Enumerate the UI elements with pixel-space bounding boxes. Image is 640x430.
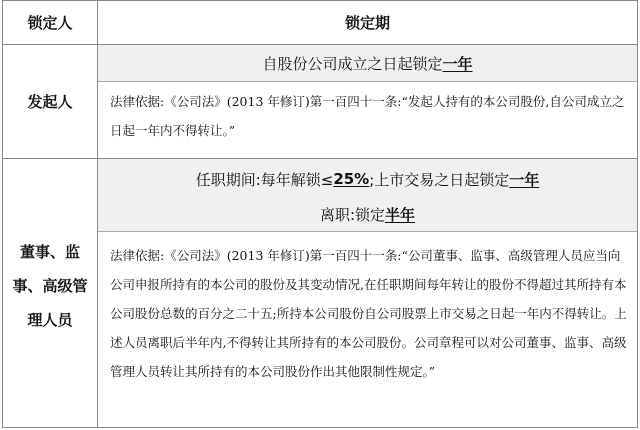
founder-lock-period: 一年 — [442, 54, 473, 73]
lead-divider-1 — [98, 81, 637, 82]
role-directors — [3, 235, 97, 345]
lead2-text: 离职:锁定 — [319, 205, 386, 224]
role-founder: 发起人 — [27, 93, 73, 111]
role-line-3: 理人员 — [27, 311, 73, 329]
header-lock-period: 锁定期 — [344, 14, 390, 32]
lead-line-1 — [98, 159, 637, 199]
role-line-1: 董事、监 — [19, 243, 80, 261]
founder-lock-text: 自股份公司成立之日起锁定 — [262, 54, 443, 73]
lead1-percent: 25% — [333, 170, 370, 188]
role-line-2: 事、高级管 — [12, 277, 88, 295]
lead2-period: 半年 — [385, 205, 416, 224]
directors-lock-summary — [98, 159, 637, 231]
directors-legal-basis: 法律依据:《公司法》(2013 年修订)第一百四十一条:“公司董事、监事、高级管理人员应当向公司申报所持有的本公司的股份及其变动情况,在任职期间每年转让的股份不得超过其所持有本公司股份总数的百分之二十五;所持本公司股份自公司股票上市交易之日起一年内不得转让。上述人员离职后半年内,不得转让其所持有的本公司股份。公司章程可以对公司董事、监事、高级管理人员转让其所持有的本公司股份作出其他限制性规定。” — [110, 248, 627, 379]
lead1-period: 一年 — [509, 170, 540, 189]
lead1-text: 任职期间:每年解锁≤ — [195, 170, 334, 189]
lead-line-2 — [98, 199, 637, 229]
founder-legal-basis: 法律依据:《公司法》(2013 年修订)第一百四十一条:“发起人持有的本公司股份,自公司成立之日起一年内不得转让。” — [110, 94, 625, 138]
header-locker: 锁定人 — [27, 14, 73, 32]
lead-divider-2 — [98, 231, 637, 232]
founder-lock-summary — [98, 45, 637, 81]
lockup-table — [2, 0, 638, 428]
lead1-mid: ;上市交易之日起锁定 — [369, 170, 510, 189]
